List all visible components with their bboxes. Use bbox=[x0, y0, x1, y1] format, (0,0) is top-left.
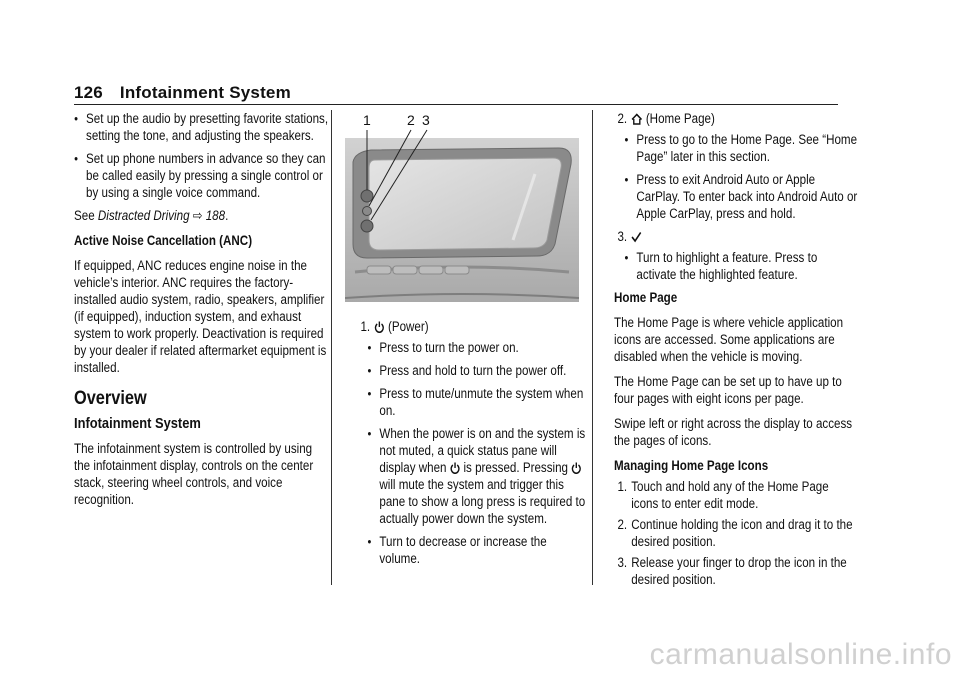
callout-2: 2 bbox=[407, 112, 415, 128]
list-item: ● Turn to highlight a feature. Press to activate the highlighted feature. bbox=[624, 249, 858, 283]
home-page-paragraph: The Home Page is where vehicle application icons are accessed. Some applications are disabled when the vehicle is moving. bbox=[614, 315, 844, 364]
see-reference: See Distracted Driving ⇨ 188. bbox=[74, 208, 229, 223]
list-item: ● Press to mute/unmute the system when on. bbox=[367, 385, 589, 419]
list-item: ● When the power is on and the system is not muted, a quick status pane will display when is pressed. Pressing will mute the system and trigger this pane to show a long press is required to actually power down the system. bbox=[367, 425, 589, 527]
home-page-paragraph: The Home Page can be set up to have up to four pages with eight icons per page. bbox=[614, 374, 842, 406]
watermark: carmanualsonline.info bbox=[649, 638, 952, 671]
section-title: Infotainment System bbox=[119, 83, 291, 102]
step-item: 3. Release your finger to drop the icon in the desired position. bbox=[617, 555, 847, 587]
home-page-paragraph: Swipe left or right across the display to access the pages of icons. bbox=[614, 416, 853, 448]
header-rule bbox=[74, 104, 838, 105]
list-item: ● Press to exit Android Auto or Apple CarPlay. To enter back into Android Auto or Apple CarPlay, press and hold. bbox=[624, 171, 858, 222]
power-icon bbox=[374, 321, 384, 333]
column-2 bbox=[357, 318, 589, 573]
column-divider-left bbox=[331, 110, 332, 585]
list-item: ● Press and hold to turn the power off. bbox=[367, 362, 589, 379]
page-number: 126 bbox=[74, 83, 103, 102]
power-icon bbox=[571, 462, 581, 474]
infotainment-paragraph: The infotainment system is controlled by using the infotainment display, controls on the center stack, steering wheel controls, and voice recognition. bbox=[74, 441, 314, 507]
reference-page[interactable]: 188 bbox=[205, 208, 226, 223]
step-item: 1. Touch and hold any of the Home Page icons to enter edit mode. bbox=[617, 479, 829, 511]
anc-heading: Active Noise Cancellation (ANC) bbox=[74, 233, 253, 248]
home-icon bbox=[631, 113, 642, 125]
page-ref-icon: ⇨ bbox=[192, 208, 203, 223]
overview-heading: Overview bbox=[74, 388, 147, 409]
column-1 bbox=[74, 110, 331, 516]
list-item-home: 2. (Home Page) bbox=[617, 111, 715, 126]
column-divider-right bbox=[592, 110, 593, 585]
list-item: ● Set up the audio by presetting favorite stations, setting the tone, and adjusting the speakers. bbox=[74, 110, 331, 144]
power-icon bbox=[450, 462, 460, 474]
infotainment-heading: Infotainment System bbox=[74, 415, 201, 432]
infotainment-display-figure bbox=[345, 112, 579, 302]
callout-3: 3 bbox=[422, 112, 430, 128]
list-item-power: 1. (Power) bbox=[360, 319, 429, 334]
managing-icons-heading: Managing Home Page Icons bbox=[614, 458, 769, 473]
display-photo bbox=[345, 112, 579, 302]
step-item: 2. Continue holding the icon and drag it to the desired position. bbox=[617, 517, 853, 549]
list-item: ● Press to go to the Home Page. See “Home Page” later in this section. bbox=[624, 131, 858, 165]
callout-1: 1 bbox=[363, 112, 371, 128]
reference-link[interactable]: Distracted Driving bbox=[97, 208, 190, 223]
column-3 bbox=[614, 110, 858, 592]
list-item: ● Press to turn the power on. bbox=[367, 339, 589, 356]
anc-paragraph: If equipped, ANC reduces engine noise in the vehicle’s interior. ANC requires the factory-installed audio system, radio, speakers, amplifier (if equipped), induction system, and exhaust system to work properly. Deactivation is required by your dealer if related aftermarket equipment is installed. bbox=[74, 258, 327, 375]
list-item: ● Turn to decrease or increase the volume. bbox=[367, 533, 589, 567]
list-item: ● Set up phone numbers in advance so they can be called easily by pressing a single control or by using a single voice command. bbox=[74, 150, 331, 201]
checkmark-icon bbox=[631, 231, 641, 243]
page-header bbox=[74, 83, 291, 103]
home-page-heading: Home Page bbox=[614, 290, 678, 305]
list-item-select: 3. bbox=[614, 228, 858, 245]
